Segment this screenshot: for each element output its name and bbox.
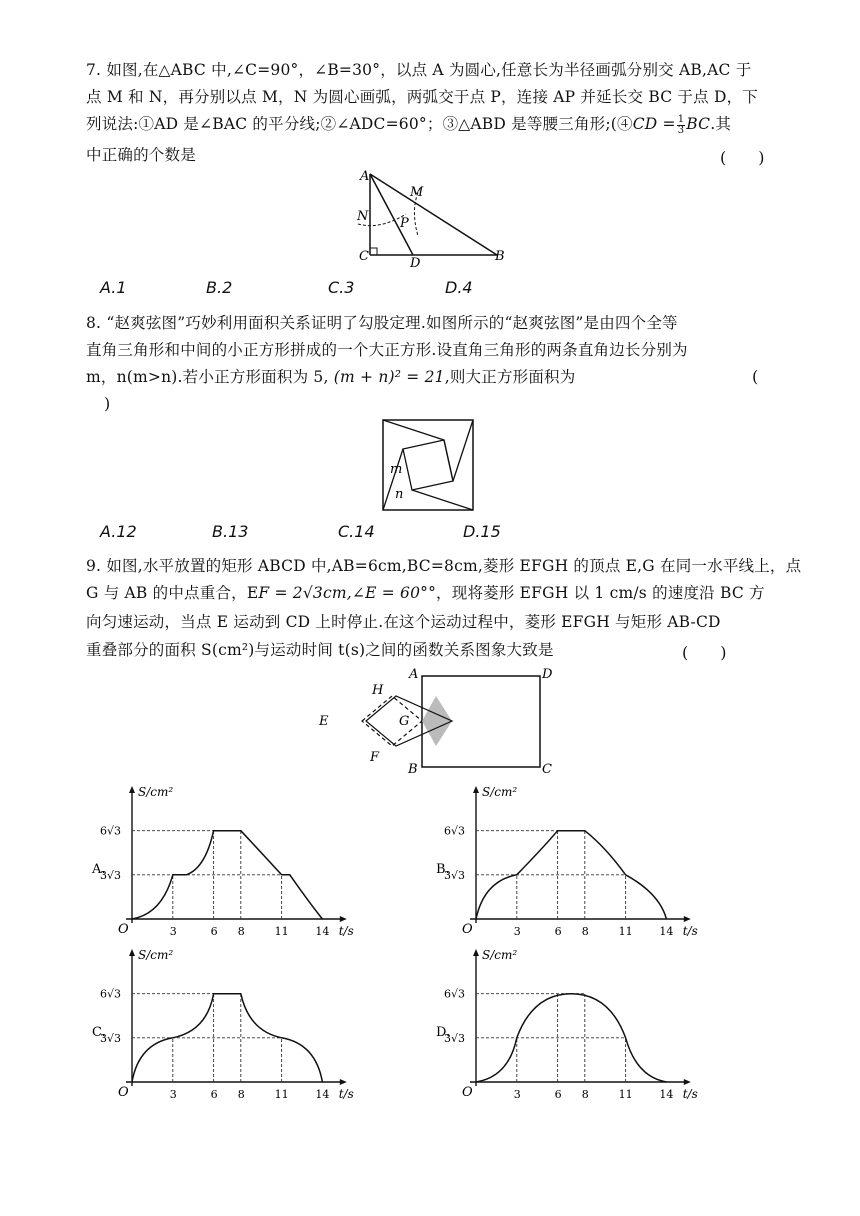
y-tick-6sqrt3: 6√3 (444, 987, 466, 1001)
origin-label: O (118, 1085, 129, 1100)
y-axis-arrow-icon (129, 786, 135, 793)
q8-paren-open: ( (752, 367, 759, 386)
q8-equation: (m + n)² = 21 (333, 368, 445, 386)
y-axis-arrow-icon (129, 949, 135, 956)
x-axis-label: t/s (682, 924, 698, 938)
q9-label-h: H (372, 683, 384, 698)
q7-bc-expr: BC (686, 115, 711, 133)
q7-label-p: P (400, 216, 409, 231)
graph-option-tag: D. (436, 1024, 451, 1040)
q9-line-2 (86, 583, 786, 603)
x-tick-11: 11 (274, 1088, 289, 1101)
y-axis-label: S/cm² (482, 948, 518, 962)
x-tick-11: 11 (274, 925, 289, 938)
x-tick-8: 8 (237, 1088, 245, 1101)
x-tick-8: 8 (581, 1088, 589, 1101)
q9-line-2-end: °，现将菱形 EFGH 以 1 cm/s 的速度沿 BC 方 (428, 584, 765, 602)
x-tick-14: 14 (315, 1088, 330, 1101)
q7-line-3-text: 列说法:①AD 是∠BAC 的平分线;②∠ADC=60°；③△ABD 是等腰三角形;(④ (86, 115, 633, 133)
y-axis-arrow-icon (473, 949, 479, 956)
q9-label-c: C (542, 762, 552, 777)
q7-label-m: M (410, 185, 424, 200)
x-tick-14: 14 (659, 925, 674, 938)
q9-equation: F = 2√3cm,∠E = 60° (258, 584, 429, 602)
q7-line-1: 7. 如图,在△ABC 中,∠C=90°，∠B=30°，以点 A 为圆心,任意长为半径画弧分别交 AB,AC 于 (86, 61, 752, 79)
x-tick-8: 8 (581, 925, 589, 938)
q9-line-1: 9. 如图,水平放置的矩形 ABCD 中,AB=6cm,BC=8cm,菱形 EFGH 的顶点 E,G 在同一水平线上，点 (86, 557, 802, 575)
q9-graph-option-a (86, 782, 376, 940)
x-axis-label: t/s (338, 1087, 354, 1101)
y-tick-6sqrt3: 6√3 (100, 987, 122, 1001)
q8-option-c[interactable]: C.14 (338, 522, 375, 541)
y-axis-label: S/cm² (138, 948, 174, 962)
q9-label-g: G (399, 714, 410, 729)
x-tick-3: 3 (169, 925, 177, 938)
x-tick-3: 3 (169, 1088, 177, 1101)
q8-option-a[interactable]: A.12 (100, 522, 137, 541)
x-tick-3: 3 (513, 925, 521, 938)
q8-label-m: m (390, 462, 403, 477)
q9-overlap-region (422, 696, 452, 746)
q7-line-3-end: .其 (710, 115, 732, 133)
y-tick-6sqrt3: 6√3 (444, 824, 466, 838)
x-tick-3: 3 (513, 1088, 521, 1101)
q8-line-3-text: m，n(m>n).若小正方形面积为 5, (86, 368, 329, 386)
q8-line-2: 直角三角形和中间的小正方形拼成的一个大正方形.设直角三角形的两条直角边长分别为 (86, 341, 688, 359)
x-tick-8: 8 (237, 925, 245, 938)
q8-option-d[interactable]: D.15 (463, 522, 501, 541)
q7-label-d: D (410, 256, 421, 268)
q8-paren-close: ) (104, 394, 111, 413)
q7-option-c[interactable]: C.3 (328, 278, 355, 297)
origin-label: O (462, 1085, 473, 1100)
q7-option-b[interactable]: B.2 (206, 278, 233, 297)
q7-line-2: 点 M 和 N，再分别以点 M，N 为圆心画弧，两弧交于点 P，连接 AP 并延长交 BC 于点 D，下 (86, 88, 758, 106)
x-tick-6: 6 (554, 925, 562, 938)
graph-option-tag: B. (436, 861, 450, 877)
q7-option-a[interactable]: A.1 (100, 278, 127, 297)
q7-line-4: 中正确的个数是 (86, 146, 196, 164)
graph-option-tag: A. (92, 861, 106, 877)
q8-line-3-end: ,则大正方形面积为 (444, 368, 576, 386)
q9-graph-option-c (86, 945, 376, 1103)
q7-side-ab (370, 174, 497, 255)
q7-triangle-figure (340, 168, 520, 268)
q9-label-f: F (370, 750, 380, 765)
q8-option-b[interactable]: B.13 (212, 522, 249, 541)
x-axis-label: t/s (338, 924, 354, 938)
q7-segment-ad (370, 174, 413, 255)
q9-line-3: 向匀速运动，当点 E 运动到 CD 上时停止.在这个运动过程中，菱形 EFGH 与矩形 AB-CD (86, 613, 721, 631)
x-tick-6: 6 (210, 925, 218, 938)
y-tick-3sqrt3: 3√3 (444, 1031, 466, 1045)
q9-label-a: A (409, 667, 419, 682)
y-axis-arrow-icon (473, 786, 479, 793)
x-axis-arrow-icon (684, 916, 691, 922)
origin-label: O (462, 922, 473, 937)
y-axis-label: S/cm² (482, 785, 518, 799)
q7-answer-paren: ( ) (720, 148, 765, 167)
q9-line-2-text: G 与 AB 的中点重合，E (86, 584, 259, 602)
q9-label-b: B (408, 762, 418, 777)
q7-label-a: A (360, 169, 370, 184)
x-tick-14: 14 (659, 1088, 674, 1101)
q8-line-1: 8. “赵爽弦图”巧妙利用面积关系证明了勾股定理.如图所示的“赵爽弦图”是由四个全等 (86, 314, 678, 332)
q7-fraction-num: 1 (677, 113, 685, 125)
q7-option-d[interactable]: D.4 (445, 278, 473, 297)
q9-label-d: D (542, 667, 553, 682)
x-tick-14: 14 (315, 925, 330, 938)
q7-line-3 (86, 114, 786, 136)
y-axis-label: S/cm² (138, 785, 174, 799)
y-tick-6sqrt3: 6√3 (100, 824, 122, 838)
q8-zhao-shuang-figure (378, 415, 478, 515)
x-tick-6: 6 (554, 1088, 562, 1101)
q7-fraction-den: 3 (677, 124, 685, 136)
x-tick-11: 11 (618, 1088, 633, 1101)
q7-label-n: N (357, 209, 369, 224)
origin-label: O (118, 922, 129, 937)
q7-label-c: C (359, 249, 369, 264)
q8-label-n: n (395, 487, 404, 502)
x-axis-arrow-icon (340, 1079, 347, 1085)
q9-graph-option-b (430, 782, 720, 940)
q9-rectangle-rhombus-figure (312, 666, 562, 778)
x-axis-arrow-icon (340, 916, 347, 922)
q7-right-angle-mark (370, 248, 377, 255)
graph-option-tag: C. (92, 1024, 106, 1040)
q7-cd-expr: CD = (632, 115, 676, 133)
q8-line-3 (86, 367, 786, 387)
x-axis-label: t/s (682, 1087, 698, 1101)
y-tick-3sqrt3: 3√3 (100, 1031, 122, 1045)
q9-line-4: 重叠部分的面积 S(cm²)与运动时间 t(s)之间的函数关系图象大致是 (86, 641, 554, 659)
q9-graph-option-d (430, 945, 720, 1103)
x-tick-6: 6 (210, 1088, 218, 1101)
q7-fraction (677, 115, 686, 136)
q9-label-e: E (319, 714, 329, 729)
q9-answer-paren: ( ) (682, 643, 727, 662)
y-tick-3sqrt3: 3√3 (100, 868, 122, 882)
q7-label-b: B (495, 249, 505, 264)
x-tick-11: 11 (618, 925, 633, 938)
x-axis-arrow-icon (684, 1079, 691, 1085)
y-tick-3sqrt3: 3√3 (444, 868, 466, 882)
